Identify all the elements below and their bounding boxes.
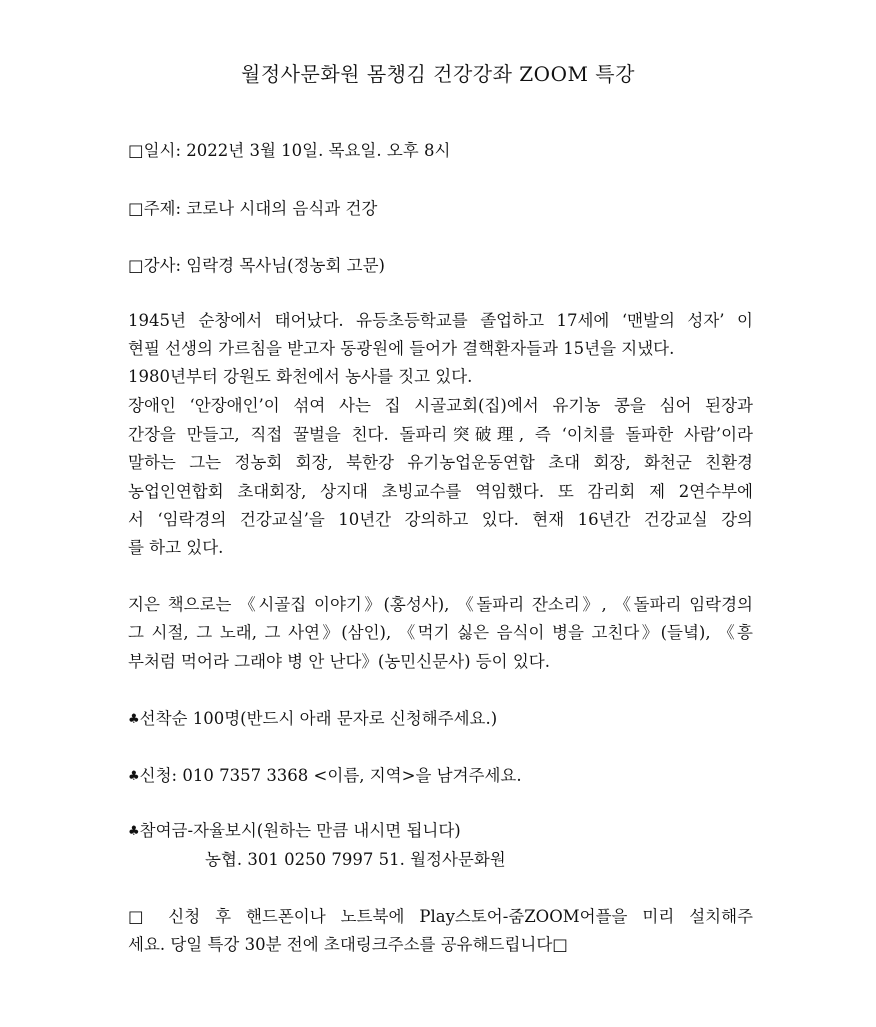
page-title: 월정사문화원 몸챙김 건강강좌 ZOOM 특강	[241, 62, 635, 86]
event-topic: □주제: 코로나 시대의 음식과 건강	[128, 199, 378, 218]
bio-line: 농업인연합회 초대회장, 상지대 초빙교수를 역임했다. 또 감리회 제 2연수부에	[128, 482, 753, 501]
bio-line: 장애인 ‘안장애인’이 섞여 사는 집 시골교회(집)에서 유기농 콩을 심어 된장과	[128, 396, 753, 415]
books-line: 그 시절, 그 노래, 그 사연》(삼인), 《먹기 싫은 음식이 병을 고친다》(들녘), 《흥	[128, 623, 753, 642]
bio-line: 1945년 순창에서 태어났다. 유등초등학교를 졸업하고 17세에 ‘맨발의 성자’ 이	[128, 311, 753, 330]
notice-capacity	[128, 711, 753, 728]
clover-bullet-icon: ♣	[128, 712, 140, 727]
notice-apply	[128, 768, 753, 785]
notice-apply-text: 신청: 010 7357 3368 <이름, 지역>을 남겨주세요.	[139, 766, 522, 785]
bio-line: 현필 선생의 가르침을 받고자 동광원에 들어가 결핵환자들과 15년을 지냈다.	[128, 339, 675, 358]
notice-fee	[128, 823, 753, 840]
closing-line: □ 신청 후 핸드폰이나 노트북에 Play스토어-줌ZOOM어플을 미리 설치해주	[128, 907, 753, 926]
bio-line: 를 하고 있다.	[128, 538, 224, 557]
books-line: 부처럼 먹어라 그래야 병 안 난다》(농민신문사) 등이 있다.	[128, 652, 550, 671]
bio-line: 말하는 그는 정농회 회장, 북한강 유기농업운동연합 초대 회장, 화천군 친환경	[128, 453, 753, 472]
event-date: □일시: 2022년 3월 10일. 목요일. 오후 8시	[128, 141, 451, 160]
closing-line: 세요. 당일 특강 30분 전에 초대링크주소를 공유해드립니다□	[128, 935, 568, 954]
bio-line: 서 ‘임락경의 건강교실’을 10년간 강의하고 있다. 현재 16년간 건강교실 강의	[128, 510, 753, 529]
bio-line: 간장을 만들고, 직접 꿀벌을 친다. 돌파리突破理, 즉 ‘이치를 돌파한 사람’이라	[128, 425, 753, 444]
bank-account: 농협. 301 0250 7997 51. 월정사문화원	[205, 850, 506, 869]
notice-fee-text: 참여금-자율보시(원하는 만큼 내시면 됩니다)	[139, 821, 461, 840]
bio-line: 1980년부터 강원도 화천에서 농사를 짓고 있다.	[128, 367, 473, 386]
clover-bullet-icon: ♣	[128, 769, 140, 784]
clover-bullet-icon: ♣	[128, 824, 140, 839]
notice-capacity-text: 선착순 100명(반드시 아래 문자로 신청해주세요.)	[139, 709, 498, 728]
event-lecturer: □강사: 임락경 목사님(정농회 고문)	[128, 256, 385, 275]
books-line: 지은 책으로는 《시골집 이야기》(홍성사), 《돌파리 잔소리》, 《돌파리 임락경의	[128, 595, 753, 614]
